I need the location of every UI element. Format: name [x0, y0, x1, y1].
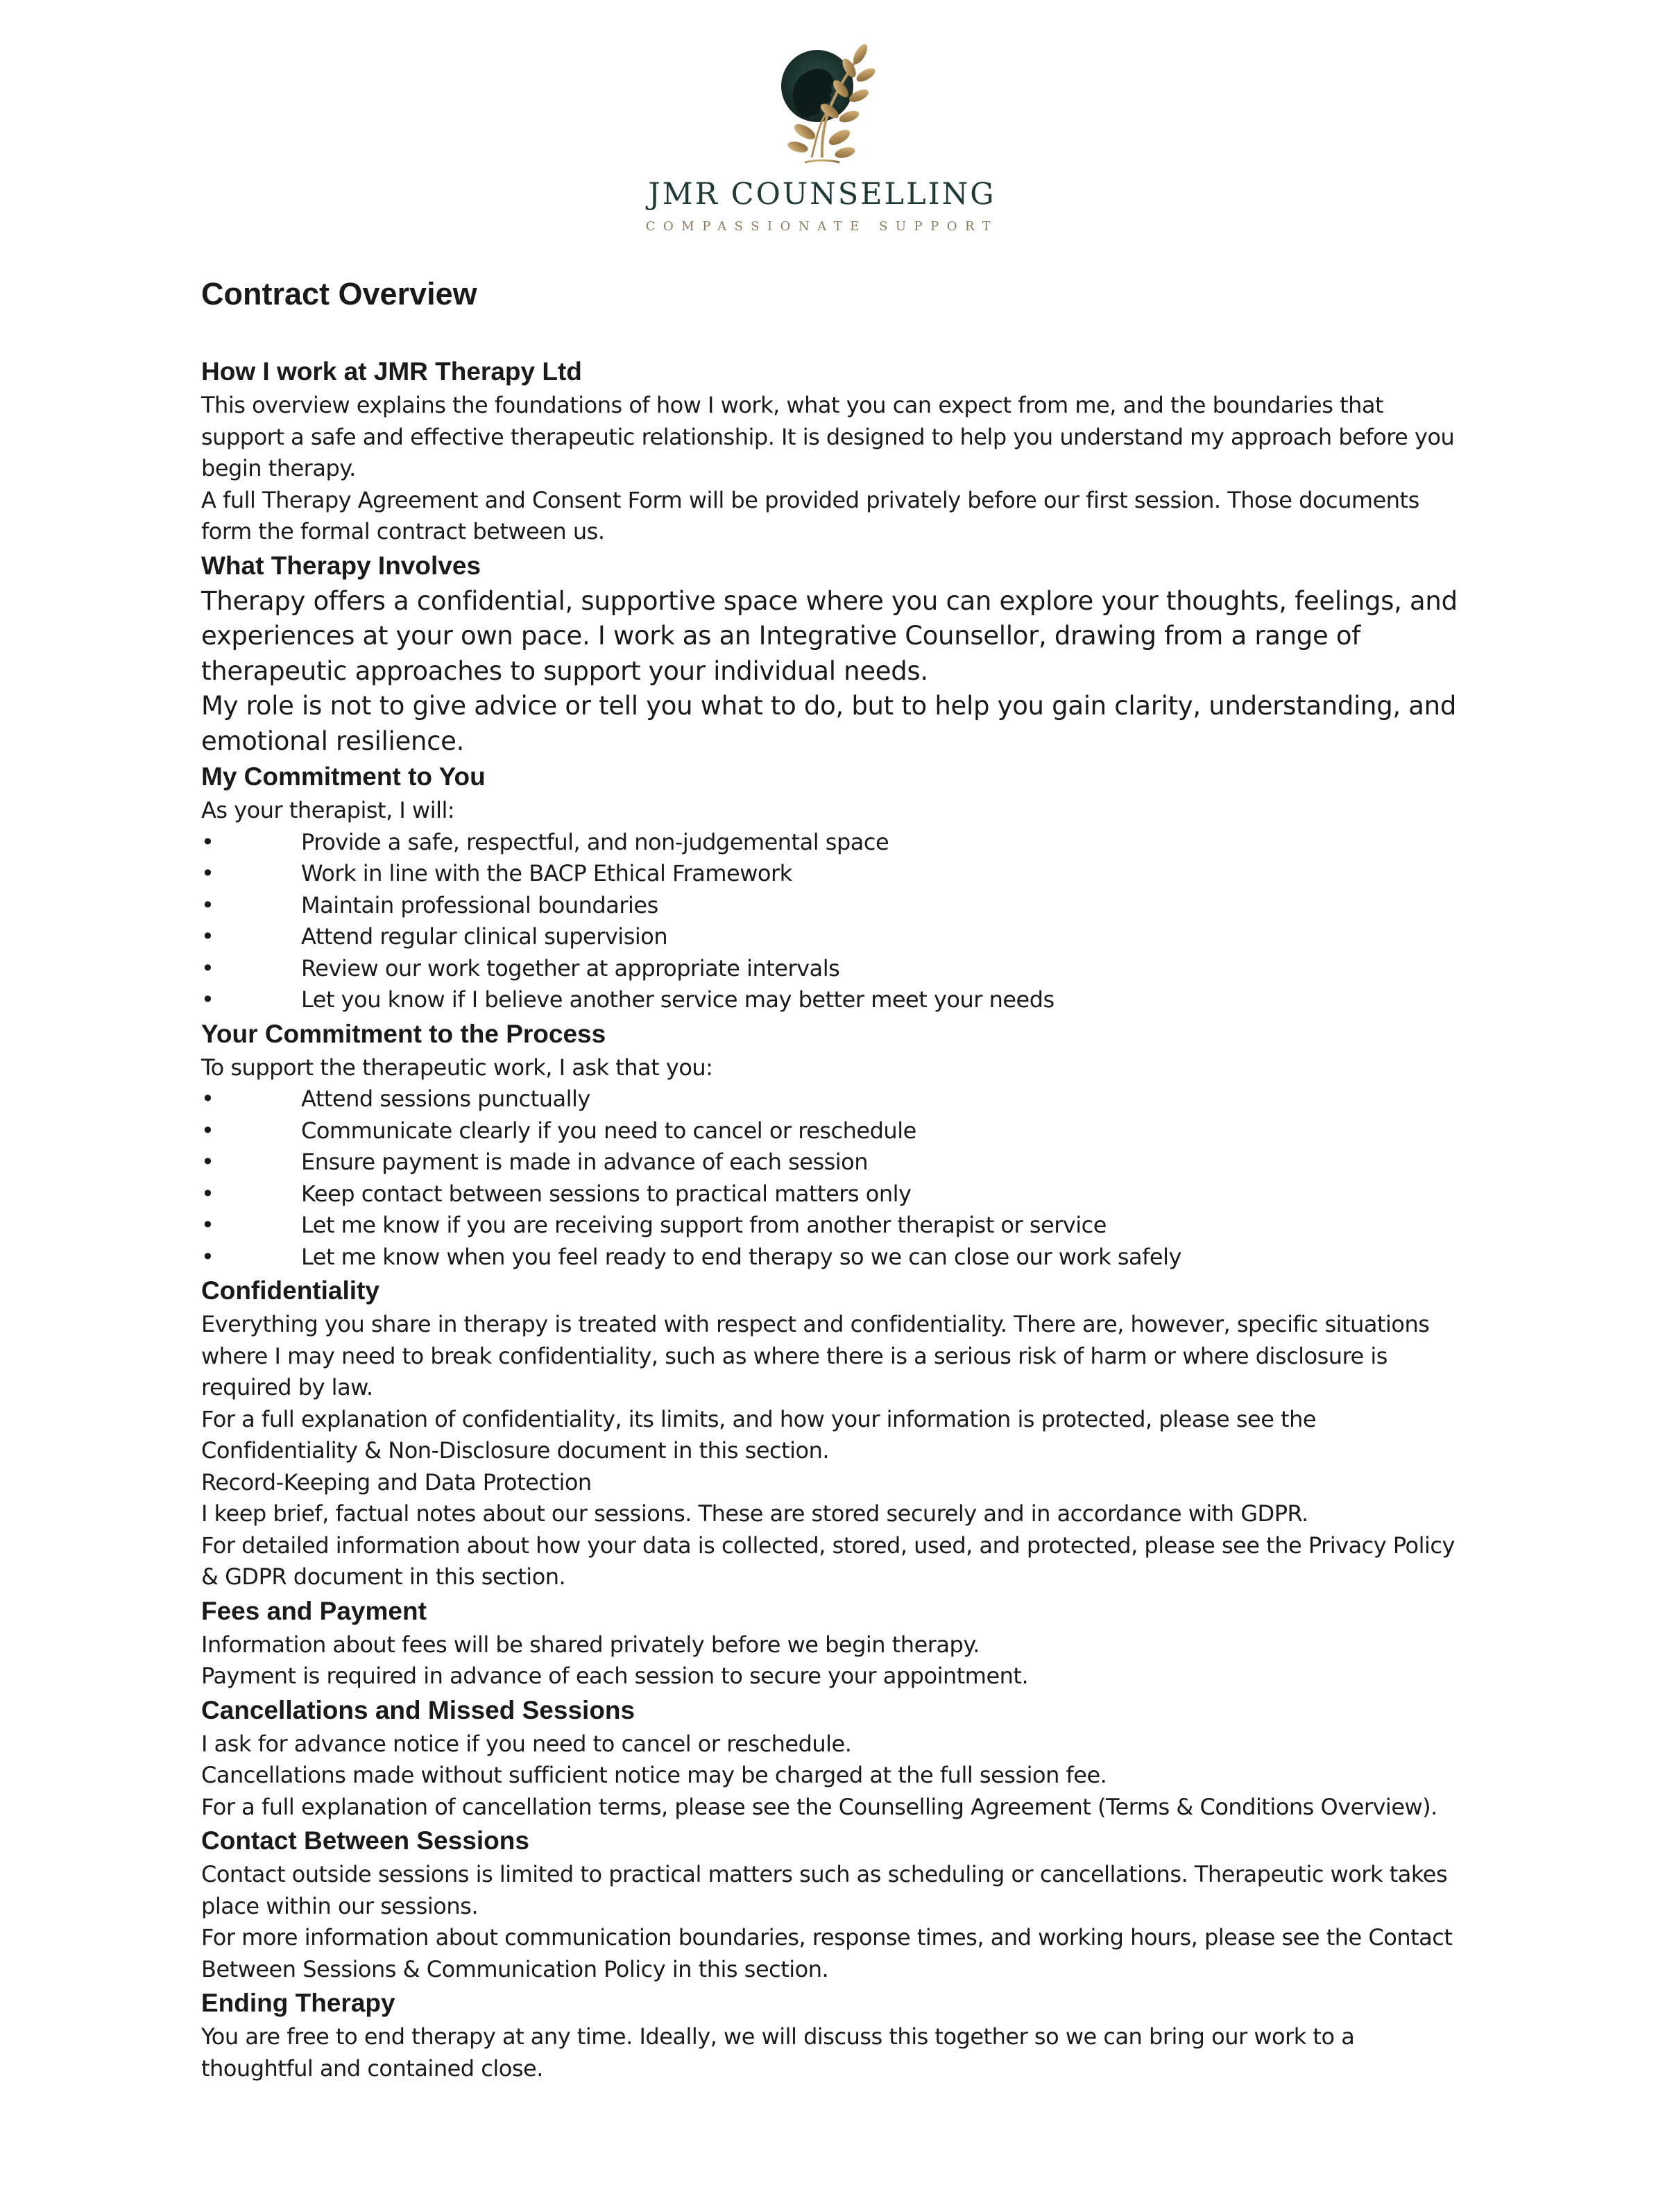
section-heading-fees: Fees and Payment [201, 1596, 427, 1625]
list-item: • Provide a safe, respectful, and non-judgemental space [201, 827, 1471, 859]
paragraph: I ask for advance notice if you need to cancel or reschedule. [201, 1730, 852, 1757]
list-intro: As your therapist, I will: [201, 797, 455, 823]
bullet-icon: • [201, 860, 214, 886]
head-silhouette-with-leaves-icon [763, 36, 881, 175]
list-item: • Attend sessions punctually [201, 1083, 1471, 1115]
list-item: • Keep contact between sessions to practical matters only [201, 1178, 1471, 1210]
list-item: • Work in line with the BACP Ethical Framework [201, 858, 1471, 890]
bullet-icon: • [201, 1180, 214, 1207]
therapist-commitment-list [201, 827, 1471, 1016]
paragraph: Contact outside sessions is limited to practical matters such as scheduling or cancellations. Therapeutic work takes place within our sessions. [201, 1861, 1448, 1919]
paragraph: Information about fees will be shared privately before we begin therapy. [201, 1631, 980, 1658]
section-heading-contact: Contact Between Sessions [201, 1826, 529, 1855]
bullet-icon: • [201, 1117, 214, 1144]
client-commitment-list [201, 1083, 1471, 1273]
section-heading-how-i-work: How I work at JMR Therapy Ltd [201, 357, 582, 386]
bullet-icon: • [201, 1243, 214, 1270]
list-item: • Ensure payment is made in advance of each session [201, 1147, 1471, 1178]
list-item: • Let you know if I believe another service may better meet your needs [201, 984, 1471, 1016]
paragraph: My role is not to give advice or tell you what to do, but to help you gain clarity, understanding, and emotional resilience. [201, 691, 1457, 756]
subheading-record-keeping: Record-Keeping and Data Protection [201, 1468, 592, 1495]
list-item: • Let me know if you are receiving support from another therapist or service [201, 1210, 1471, 1242]
logo-tagline: COMPASSIONATE SUPPORT [645, 219, 999, 234]
page-title: Contract Overview [201, 276, 477, 311]
document-body [201, 269, 1471, 2084]
paragraph: This overview explains the foundations of how I work, what you can expect from me, and the boundaries that support a safe and effective therapeutic relationship. It is designed to help you understand my approach before you begin therapy. [201, 392, 1455, 481]
list-intro: To support the therapeutic work, I ask that you: [201, 1054, 713, 1081]
bullet-icon: • [201, 1149, 214, 1175]
paragraph: I keep brief, factual notes about our sessions. These are stored securely and in accordance with GDPR. [201, 1500, 1308, 1527]
paragraph: You are free to end therapy at any time. Ideally, we will discuss this together so we can bring our work to a thoughtful and contained close. [201, 2023, 1355, 2082]
bullet-icon: • [201, 923, 214, 950]
paragraph: For more information about communication boundaries, response times, and working hours, please see the Contact Between Sessions & Communication Policy in this section. [201, 1924, 1453, 1982]
paragraph: A full Therapy Agreement and Consent Form will be provided privately before our first session. Those documents form the formal contract between us. [201, 486, 1419, 545]
section-heading-cancellations: Cancellations and Missed Sessions [201, 1695, 635, 1724]
list-item: • Communicate clearly if you need to cancel or reschedule [201, 1115, 1471, 1147]
paragraph: For detailed information about how your data is collected, stored, used, and protected, please see the Privacy Policy & GDPR document in this section. [201, 1532, 1455, 1590]
section-heading-your-commitment: Your Commitment to the Process [201, 1019, 606, 1048]
bullet-icon: • [201, 828, 214, 855]
list-item: • Let me know when you feel ready to end therapy so we can close our work safely [201, 1242, 1471, 1274]
paragraph: Payment is required in advance of each session to secure your appointment. [201, 1663, 1029, 1689]
section-heading-ending-therapy: Ending Therapy [201, 1989, 395, 2017]
paragraph: For a full explanation of confidentiality, its limits, and how your information is protected, please see the Confidentiality & Non-Disclosure document in this section. [201, 1405, 1317, 1464]
bullet-icon: • [201, 1086, 214, 1112]
list-item: • Review our work together at appropriate intervals [201, 953, 1471, 985]
section-heading-my-commitment: My Commitment to You [201, 762, 486, 791]
paragraph: Cancellations made without sufficient notice may be charged at the full session fee. [201, 1762, 1107, 1788]
paragraph: For a full explanation of cancellation terms, please see the Counselling Agreement (Terms & Conditions Overview). [201, 1793, 1437, 1820]
company-logo [642, 36, 1002, 244]
section-heading-what-therapy-involves: What Therapy Involves [201, 551, 481, 580]
bullet-icon: • [201, 986, 214, 1013]
bullet-icon: • [201, 891, 214, 918]
section-heading-confidentiality: Confidentiality [201, 1276, 379, 1305]
paragraph: Therapy offers a confidential, supportive space where you can explore your thoughts, feelings, and experiences at your own pace. I work as an Integrative Counsellor, drawing from a range of therapeutic approaches to support your individual needs. [201, 585, 1458, 686]
paragraph: Everything you share in therapy is treated with respect and confidentiality. There are, however, specific situations where I may need to break confidentiality, such as where there is a serious risk of harm or where disclosure is required by law. [201, 1311, 1430, 1400]
list-item: • Attend regular clinical supervision [201, 921, 1471, 953]
logo-name: JMR COUNSELLING [648, 177, 996, 212]
list-item: • Maintain professional boundaries [201, 890, 1471, 922]
bullet-icon: • [201, 954, 214, 981]
bullet-icon: • [201, 1212, 214, 1238]
